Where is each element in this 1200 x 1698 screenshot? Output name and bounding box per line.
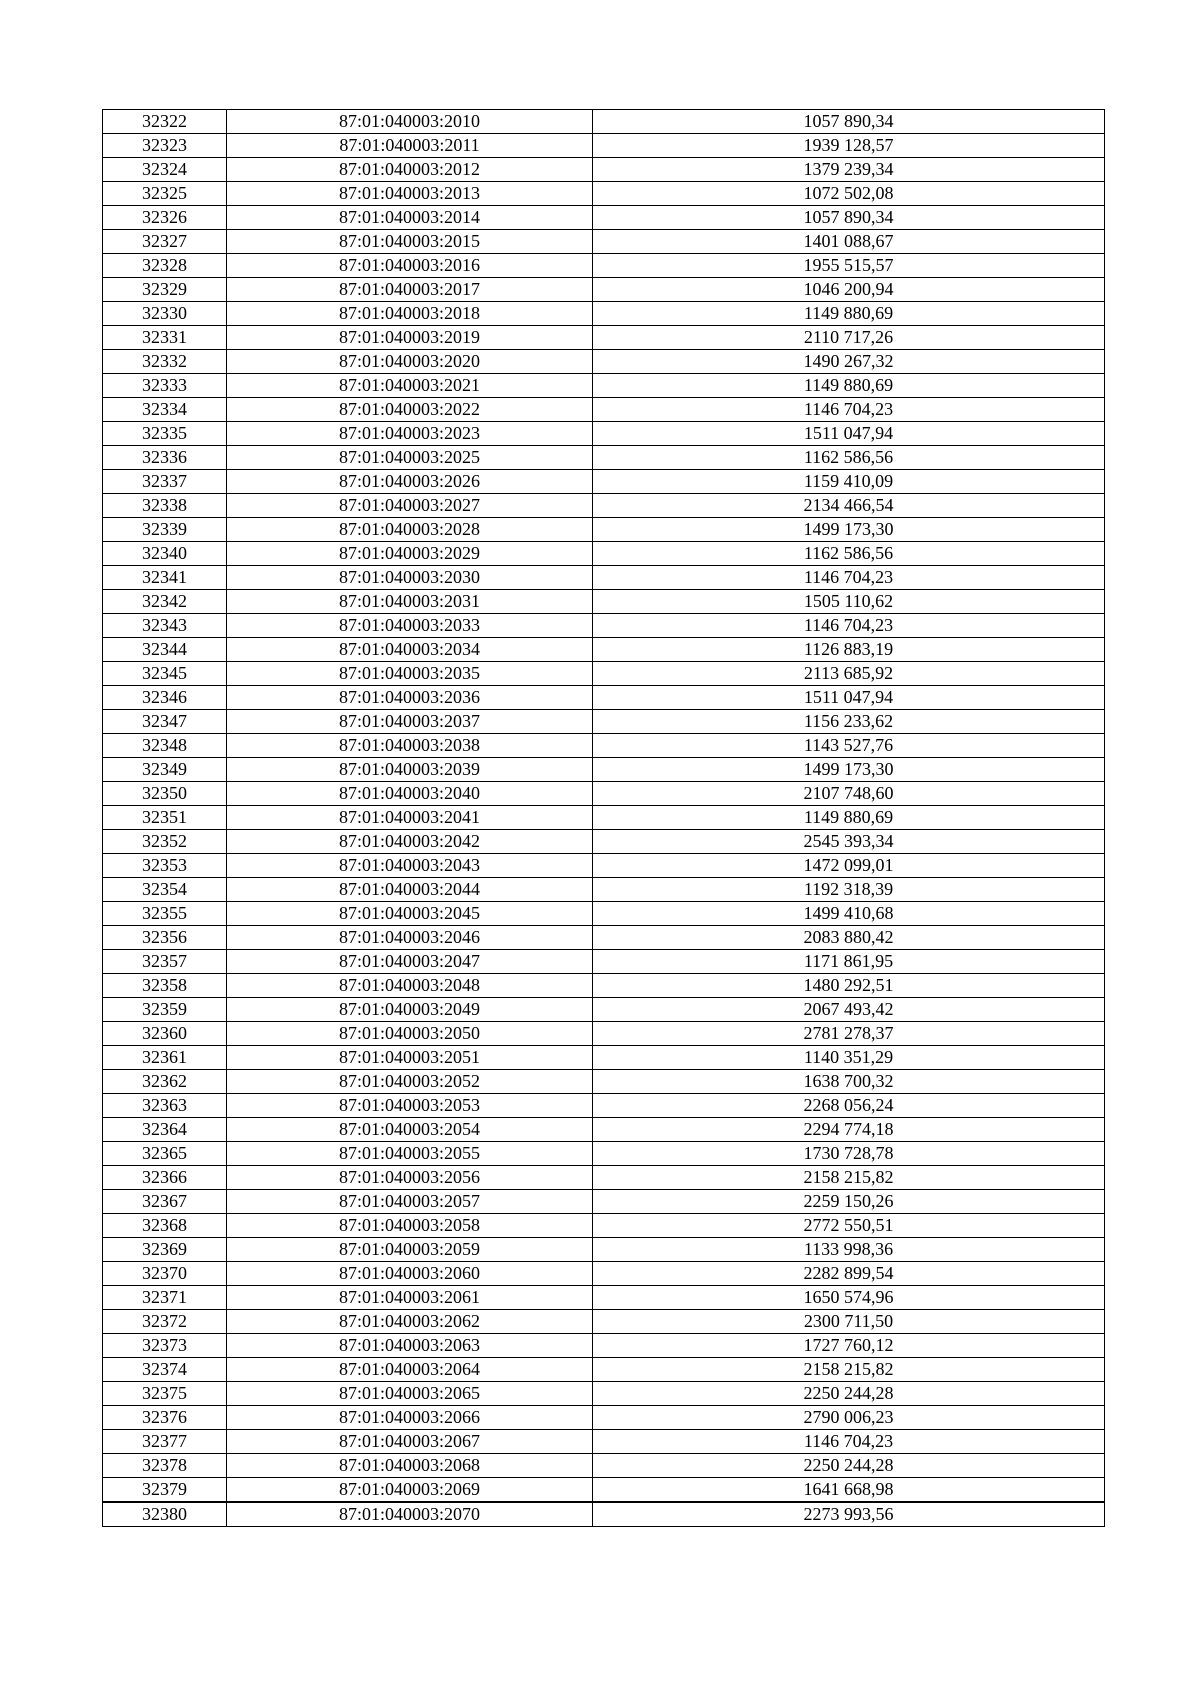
table-row xyxy=(103,1382,1105,1406)
cadastral-number-cell: 87:01:040003:2061 xyxy=(227,1286,593,1310)
cadastral-number-cell: 87:01:040003:2050 xyxy=(227,1022,593,1046)
cadastral-value-cell: 2158 215,82 xyxy=(593,1166,1105,1190)
row-number-cell: 32349 xyxy=(103,758,227,782)
cadastral-number-cell: 87:01:040003:2064 xyxy=(227,1358,593,1382)
table-row xyxy=(103,1166,1105,1190)
table-body xyxy=(103,110,1105,1527)
cadastral-number-cell: 87:01:040003:2054 xyxy=(227,1118,593,1142)
cadastral-number-cell: 87:01:040003:2047 xyxy=(227,950,593,974)
cadastral-number-cell: 87:01:040003:2040 xyxy=(227,782,593,806)
table-row xyxy=(103,110,1105,134)
cadastral-number-cell: 87:01:040003:2019 xyxy=(227,326,593,350)
row-number-cell: 32327 xyxy=(103,230,227,254)
row-number-cell: 32377 xyxy=(103,1430,227,1454)
row-number-cell: 32368 xyxy=(103,1214,227,1238)
cadastral-value-cell: 1133 998,36 xyxy=(593,1238,1105,1262)
cadastral-value-cell: 1162 586,56 xyxy=(593,542,1105,566)
row-number-cell: 32362 xyxy=(103,1070,227,1094)
cadastral-value-cell: 1146 704,23 xyxy=(593,614,1105,638)
row-number-cell: 32331 xyxy=(103,326,227,350)
row-number-cell: 32340 xyxy=(103,542,227,566)
cadastral-number-cell: 87:01:040003:2038 xyxy=(227,734,593,758)
row-number-cell: 32376 xyxy=(103,1406,227,1430)
row-number-cell: 32379 xyxy=(103,1478,227,1503)
table-row xyxy=(103,758,1105,782)
row-number-cell: 32357 xyxy=(103,950,227,974)
table-row xyxy=(103,446,1105,470)
cadastral-value-cell: 1499 173,30 xyxy=(593,758,1105,782)
cadastral-number-cell: 87:01:040003:2048 xyxy=(227,974,593,998)
cadastral-number-cell: 87:01:040003:2057 xyxy=(227,1190,593,1214)
row-number-cell: 32380 xyxy=(103,1502,227,1527)
row-number-cell: 32323 xyxy=(103,134,227,158)
table-row xyxy=(103,878,1105,902)
cadastral-value-cell: 1727 760,12 xyxy=(593,1334,1105,1358)
table-row xyxy=(103,1478,1105,1503)
table-row xyxy=(103,470,1105,494)
cadastral-number-cell: 87:01:040003:2049 xyxy=(227,998,593,1022)
cadastral-value-cell: 1162 586,56 xyxy=(593,446,1105,470)
cadastral-number-cell: 87:01:040003:2046 xyxy=(227,926,593,950)
cadastral-value-cell: 1641 668,98 xyxy=(593,1478,1105,1503)
row-number-cell: 32374 xyxy=(103,1358,227,1382)
row-number-cell: 32359 xyxy=(103,998,227,1022)
cadastral-number-cell: 87:01:040003:2037 xyxy=(227,710,593,734)
row-number-cell: 32333 xyxy=(103,374,227,398)
table-row xyxy=(103,350,1105,374)
table-row xyxy=(103,854,1105,878)
table-row xyxy=(103,398,1105,422)
cadastral-number-cell: 87:01:040003:2067 xyxy=(227,1430,593,1454)
row-number-cell: 32363 xyxy=(103,1094,227,1118)
cadastral-value-cell: 2107 748,60 xyxy=(593,782,1105,806)
cadastral-number-cell: 87:01:040003:2011 xyxy=(227,134,593,158)
row-number-cell: 32343 xyxy=(103,614,227,638)
table-row xyxy=(103,1070,1105,1094)
cadastral-value-cell: 1401 088,67 xyxy=(593,230,1105,254)
cadastral-number-cell: 87:01:040003:2023 xyxy=(227,422,593,446)
cadastral-value-cell: 2110 717,26 xyxy=(593,326,1105,350)
cadastral-number-cell: 87:01:040003:2043 xyxy=(227,854,593,878)
cadastral-number-cell: 87:01:040003:2058 xyxy=(227,1214,593,1238)
table-row xyxy=(103,206,1105,230)
cadastral-number-cell: 87:01:040003:2013 xyxy=(227,182,593,206)
cadastral-number-cell: 87:01:040003:2052 xyxy=(227,1070,593,1094)
table-row xyxy=(103,806,1105,830)
row-number-cell: 32370 xyxy=(103,1262,227,1286)
table-row xyxy=(103,182,1105,206)
table-row xyxy=(103,1502,1105,1527)
row-number-cell: 32361 xyxy=(103,1046,227,1070)
row-number-cell: 32347 xyxy=(103,710,227,734)
row-number-cell: 32351 xyxy=(103,806,227,830)
cadastral-value-cell: 1146 704,23 xyxy=(593,398,1105,422)
cadastral-number-cell: 87:01:040003:2066 xyxy=(227,1406,593,1430)
cadastral-value-cell: 1149 880,69 xyxy=(593,374,1105,398)
cadastral-value-cell: 2158 215,82 xyxy=(593,1358,1105,1382)
cadastral-number-cell: 87:01:040003:2031 xyxy=(227,590,593,614)
row-number-cell: 32355 xyxy=(103,902,227,926)
cadastral-value-cell: 1143 527,76 xyxy=(593,734,1105,758)
table-row xyxy=(103,134,1105,158)
cadastral-value-cell: 1379 239,34 xyxy=(593,158,1105,182)
row-number-cell: 32329 xyxy=(103,278,227,302)
cadastral-value-cell: 1072 502,08 xyxy=(593,182,1105,206)
cadastral-number-cell: 87:01:040003:2068 xyxy=(227,1454,593,1478)
row-number-cell: 32326 xyxy=(103,206,227,230)
row-number-cell: 32332 xyxy=(103,350,227,374)
table-row xyxy=(103,902,1105,926)
table-row xyxy=(103,1430,1105,1454)
row-number-cell: 32346 xyxy=(103,686,227,710)
cadastral-value-cell: 1057 890,34 xyxy=(593,206,1105,230)
table-row xyxy=(103,638,1105,662)
table-row xyxy=(103,422,1105,446)
table-row xyxy=(103,1094,1105,1118)
cadastral-number-cell: 87:01:040003:2022 xyxy=(227,398,593,422)
table-row xyxy=(103,1214,1105,1238)
row-number-cell: 32324 xyxy=(103,158,227,182)
row-number-cell: 32373 xyxy=(103,1334,227,1358)
cadastral-value-cell: 1057 890,34 xyxy=(593,110,1105,134)
table-row xyxy=(103,1190,1105,1214)
table-row xyxy=(103,926,1105,950)
cadastral-value-cell: 2772 550,51 xyxy=(593,1214,1105,1238)
cadastral-number-cell: 87:01:040003:2069 xyxy=(227,1478,593,1503)
cadastral-number-cell: 87:01:040003:2012 xyxy=(227,158,593,182)
row-number-cell: 32348 xyxy=(103,734,227,758)
row-number-cell: 32337 xyxy=(103,470,227,494)
cadastral-number-cell: 87:01:040003:2062 xyxy=(227,1310,593,1334)
table-row xyxy=(103,662,1105,686)
cadastral-value-cell: 2113 685,92 xyxy=(593,662,1105,686)
cadastral-value-cell: 2067 493,42 xyxy=(593,998,1105,1022)
cadastral-value-cell: 2300 711,50 xyxy=(593,1310,1105,1334)
cadastral-value-cell: 2294 774,18 xyxy=(593,1118,1105,1142)
table-row xyxy=(103,590,1105,614)
cadastral-number-cell: 87:01:040003:2045 xyxy=(227,902,593,926)
cadastral-number-cell: 87:01:040003:2030 xyxy=(227,566,593,590)
table-row xyxy=(103,974,1105,998)
row-number-cell: 32325 xyxy=(103,182,227,206)
cadastral-value-cell: 1159 410,09 xyxy=(593,470,1105,494)
cadastral-value-cell: 2250 244,28 xyxy=(593,1454,1105,1478)
row-number-cell: 32334 xyxy=(103,398,227,422)
table-row xyxy=(103,734,1105,758)
cadastral-value-cell: 1140 351,29 xyxy=(593,1046,1105,1070)
row-number-cell: 32364 xyxy=(103,1118,227,1142)
row-number-cell: 32369 xyxy=(103,1238,227,1262)
table-row xyxy=(103,518,1105,542)
cadastral-value-cell: 2134 466,54 xyxy=(593,494,1105,518)
cadastral-value-cell: 2282 899,54 xyxy=(593,1262,1105,1286)
row-number-cell: 32344 xyxy=(103,638,227,662)
cadastral-number-cell: 87:01:040003:2059 xyxy=(227,1238,593,1262)
table-row xyxy=(103,1406,1105,1430)
row-number-cell: 32335 xyxy=(103,422,227,446)
cadastral-value-cell: 1149 880,69 xyxy=(593,302,1105,326)
row-number-cell: 32378 xyxy=(103,1454,227,1478)
table-row xyxy=(103,566,1105,590)
cadastral-value-cell: 1126 883,19 xyxy=(593,638,1105,662)
cadastral-number-cell: 87:01:040003:2015 xyxy=(227,230,593,254)
cadastral-number-cell: 87:01:040003:2053 xyxy=(227,1094,593,1118)
cadastral-number-cell: 87:01:040003:2033 xyxy=(227,614,593,638)
cadastral-value-cell: 1192 318,39 xyxy=(593,878,1105,902)
cadastral-value-cell: 1146 704,23 xyxy=(593,1430,1105,1454)
table-row xyxy=(103,326,1105,350)
row-number-cell: 32356 xyxy=(103,926,227,950)
cadastral-value-cell: 2259 150,26 xyxy=(593,1190,1105,1214)
cadastral-number-cell: 87:01:040003:2018 xyxy=(227,302,593,326)
table-row xyxy=(103,1358,1105,1382)
row-number-cell: 32330 xyxy=(103,302,227,326)
cadastral-number-cell: 87:01:040003:2028 xyxy=(227,518,593,542)
cadastral-number-cell: 87:01:040003:2020 xyxy=(227,350,593,374)
table-row xyxy=(103,278,1105,302)
cadastral-value-cell: 1149 880,69 xyxy=(593,806,1105,830)
table-row xyxy=(103,1334,1105,1358)
row-number-cell: 32352 xyxy=(103,830,227,854)
table-row xyxy=(103,158,1105,182)
cadastral-number-cell: 87:01:040003:2051 xyxy=(227,1046,593,1070)
cadastral-value-cell: 2545 393,34 xyxy=(593,830,1105,854)
cadastral-number-cell: 87:01:040003:2025 xyxy=(227,446,593,470)
table-row xyxy=(103,1310,1105,1334)
row-number-cell: 32342 xyxy=(103,590,227,614)
table-row xyxy=(103,1046,1105,1070)
row-number-cell: 32354 xyxy=(103,878,227,902)
table-row xyxy=(103,302,1105,326)
cadastral-value-cell: 1046 200,94 xyxy=(593,278,1105,302)
row-number-cell: 32338 xyxy=(103,494,227,518)
table-row xyxy=(103,1118,1105,1142)
table-row xyxy=(103,374,1105,398)
table-row xyxy=(103,494,1105,518)
cadastral-number-cell: 87:01:040003:2014 xyxy=(227,206,593,230)
cadastral-value-cell: 1638 700,32 xyxy=(593,1070,1105,1094)
row-number-cell: 32336 xyxy=(103,446,227,470)
table-row xyxy=(103,686,1105,710)
cadastral-number-cell: 87:01:040003:2010 xyxy=(227,110,593,134)
cadastral-number-cell: 87:01:040003:2065 xyxy=(227,1382,593,1406)
cadastral-value-cell: 2781 278,37 xyxy=(593,1022,1105,1046)
cadastral-value-cell: 1156 233,62 xyxy=(593,710,1105,734)
row-number-cell: 32328 xyxy=(103,254,227,278)
row-number-cell: 32367 xyxy=(103,1190,227,1214)
row-number-cell: 32360 xyxy=(103,1022,227,1046)
table-row xyxy=(103,230,1105,254)
cadastral-value-cell: 1499 410,68 xyxy=(593,902,1105,926)
row-number-cell: 32371 xyxy=(103,1286,227,1310)
cadastral-value-cell: 1511 047,94 xyxy=(593,686,1105,710)
row-number-cell: 32365 xyxy=(103,1142,227,1166)
table-row xyxy=(103,710,1105,734)
cadastral-value-cell: 1499 173,30 xyxy=(593,518,1105,542)
cadastral-value-table xyxy=(102,109,1105,1527)
cadastral-number-cell: 87:01:040003:2042 xyxy=(227,830,593,854)
table-row xyxy=(103,1142,1105,1166)
table-row xyxy=(103,1286,1105,1310)
cadastral-number-cell: 87:01:040003:2044 xyxy=(227,878,593,902)
table-row xyxy=(103,830,1105,854)
cadastral-value-cell: 1939 128,57 xyxy=(593,134,1105,158)
row-number-cell: 32366 xyxy=(103,1166,227,1190)
cadastral-number-cell: 87:01:040003:2021 xyxy=(227,374,593,398)
cadastral-number-cell: 87:01:040003:2070 xyxy=(227,1502,593,1527)
cadastral-number-cell: 87:01:040003:2056 xyxy=(227,1166,593,1190)
cadastral-value-cell: 1650 574,96 xyxy=(593,1286,1105,1310)
table-row xyxy=(103,950,1105,974)
cadastral-number-cell: 87:01:040003:2036 xyxy=(227,686,593,710)
cadastral-value-cell: 1472 099,01 xyxy=(593,854,1105,878)
row-number-cell: 32341 xyxy=(103,566,227,590)
cadastral-number-cell: 87:01:040003:2041 xyxy=(227,806,593,830)
cadastral-value-cell: 2790 006,23 xyxy=(593,1406,1105,1430)
cadastral-number-cell: 87:01:040003:2016 xyxy=(227,254,593,278)
cadastral-number-cell: 87:01:040003:2055 xyxy=(227,1142,593,1166)
table-row xyxy=(103,1238,1105,1262)
table-row xyxy=(103,1022,1105,1046)
row-number-cell: 32372 xyxy=(103,1310,227,1334)
cadastral-value-cell: 1171 861,95 xyxy=(593,950,1105,974)
cadastral-value-cell: 1730 728,78 xyxy=(593,1142,1105,1166)
cadastral-value-cell: 2273 993,56 xyxy=(593,1502,1105,1527)
table-row xyxy=(103,1454,1105,1478)
cadastral-number-cell: 87:01:040003:2063 xyxy=(227,1334,593,1358)
row-number-cell: 32350 xyxy=(103,782,227,806)
cadastral-number-cell: 87:01:040003:2060 xyxy=(227,1262,593,1286)
cadastral-value-cell: 1955 515,57 xyxy=(593,254,1105,278)
cadastral-number-cell: 87:01:040003:2027 xyxy=(227,494,593,518)
row-number-cell: 32339 xyxy=(103,518,227,542)
cadastral-value-cell: 1505 110,62 xyxy=(593,590,1105,614)
cadastral-number-cell: 87:01:040003:2017 xyxy=(227,278,593,302)
table-row xyxy=(103,614,1105,638)
cadastral-value-cell: 1490 267,32 xyxy=(593,350,1105,374)
cadastral-number-cell: 87:01:040003:2026 xyxy=(227,470,593,494)
cadastral-number-cell: 87:01:040003:2039 xyxy=(227,758,593,782)
table-row xyxy=(103,1262,1105,1286)
cadastral-value-cell: 1480 292,51 xyxy=(593,974,1105,998)
cadastral-value-cell: 1146 704,23 xyxy=(593,566,1105,590)
cadastral-value-cell: 2250 244,28 xyxy=(593,1382,1105,1406)
cadastral-value-cell: 1511 047,94 xyxy=(593,422,1105,446)
row-number-cell: 32358 xyxy=(103,974,227,998)
table-row xyxy=(103,998,1105,1022)
row-number-cell: 32353 xyxy=(103,854,227,878)
cadastral-number-cell: 87:01:040003:2034 xyxy=(227,638,593,662)
row-number-cell: 32322 xyxy=(103,110,227,134)
cadastral-value-cell: 2268 056,24 xyxy=(593,1094,1105,1118)
cadastral-number-cell: 87:01:040003:2029 xyxy=(227,542,593,566)
cadastral-value-cell: 2083 880,42 xyxy=(593,926,1105,950)
cadastral-number-cell: 87:01:040003:2035 xyxy=(227,662,593,686)
table-row xyxy=(103,542,1105,566)
row-number-cell: 32375 xyxy=(103,1382,227,1406)
table-row xyxy=(103,254,1105,278)
table-row xyxy=(103,782,1105,806)
row-number-cell: 32345 xyxy=(103,662,227,686)
